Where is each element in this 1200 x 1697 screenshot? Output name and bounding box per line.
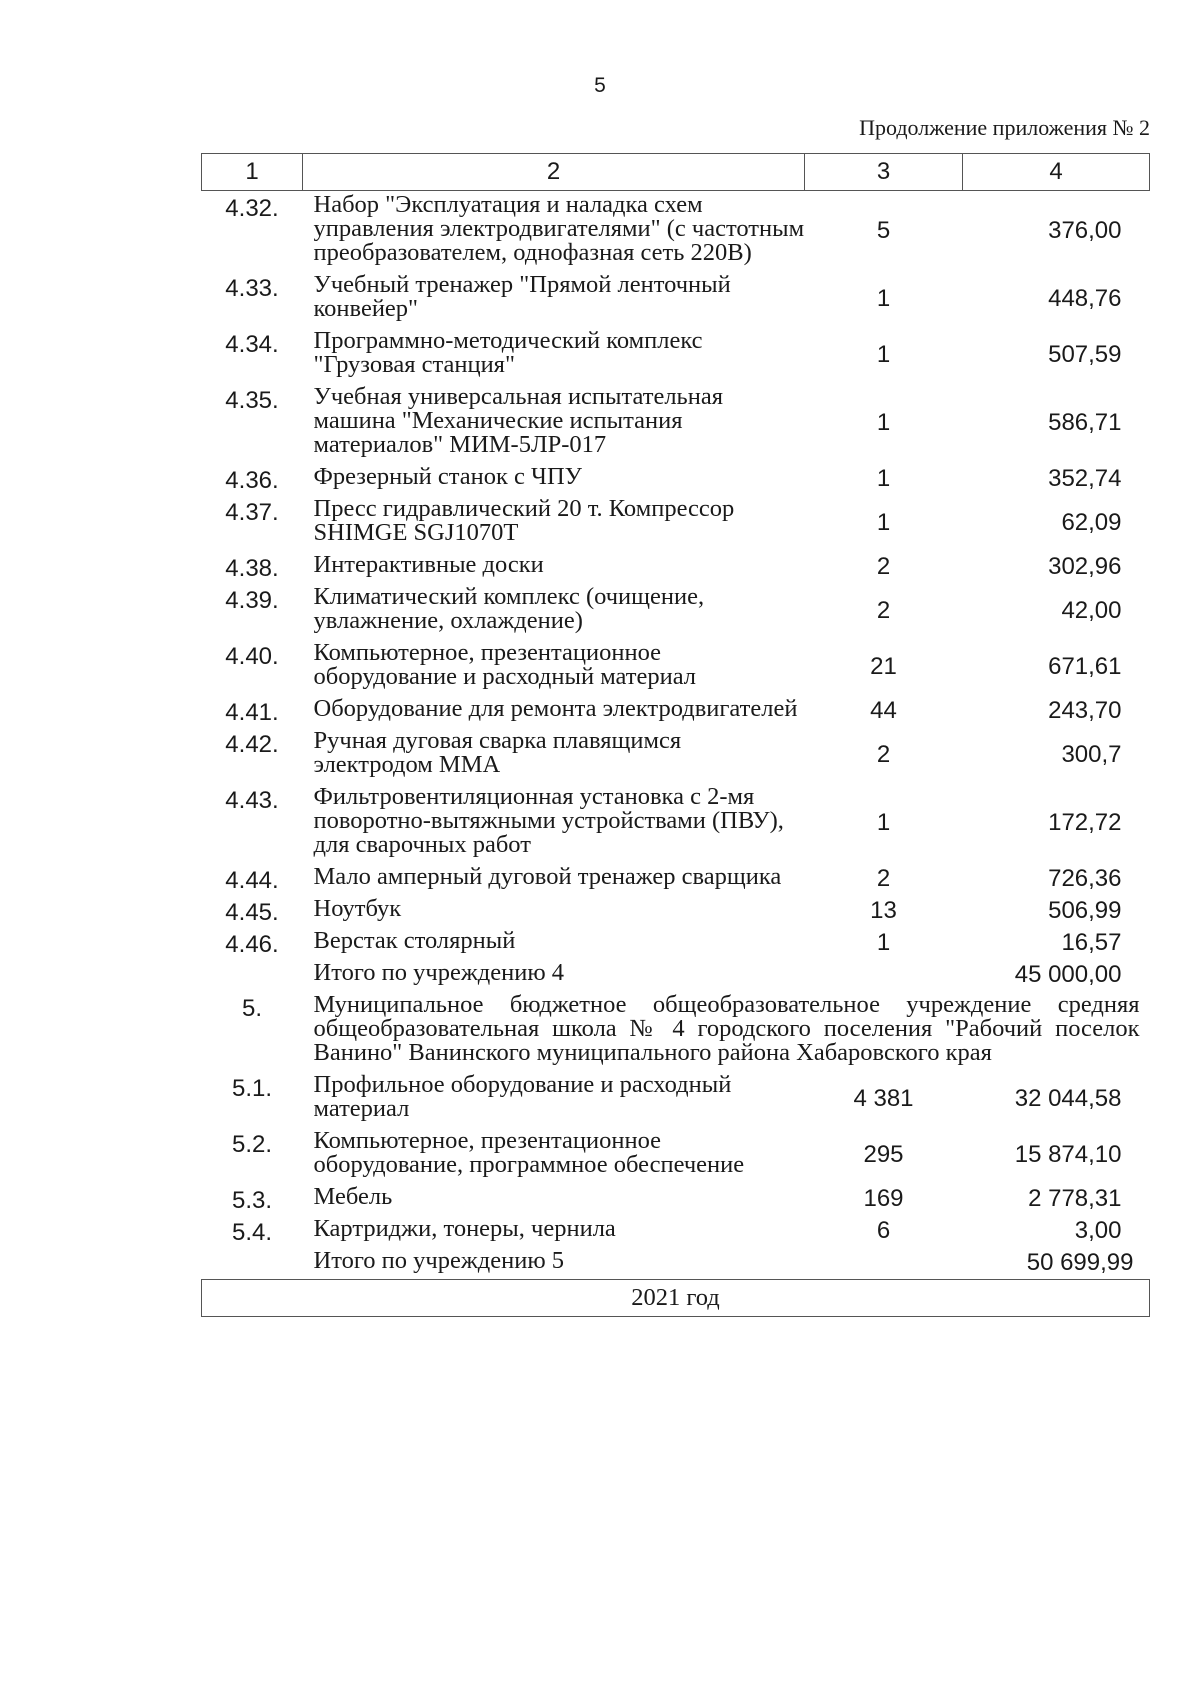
row-quantity: 1 — [876, 929, 891, 956]
row-quantity: 169 — [863, 1185, 904, 1212]
row-name: Компьютерное, презентационное оборудование, программное обеспечение — [313, 1127, 745, 1178]
row-number: 4.45. — [225, 899, 279, 926]
row-sum: 62,09 — [1061, 509, 1122, 536]
row-sum: 586,71 — [1048, 409, 1122, 436]
row-number: 4.39. — [225, 587, 279, 614]
table-row — [202, 895, 1150, 927]
row-sum: 300,7 — [1061, 741, 1122, 768]
row-quantity: 44 — [870, 697, 897, 724]
table-body-5 — [202, 1071, 1150, 1247]
row-name: Мало амперный дуговой тренажер сварщика — [313, 863, 782, 890]
table-row — [202, 271, 1150, 327]
row-name: Фильтровентиляционная установка с 2-мя поворотно-вытяжными устройствами (ПВУ), для сварочных работ — [313, 783, 784, 858]
table-row — [202, 1215, 1150, 1247]
row-number: 4.44. — [225, 867, 279, 894]
total-row-5 — [202, 1247, 1150, 1280]
row-name: Климатический комплекс (очищение, увлажнение, охлаждение) — [313, 583, 705, 634]
row-sum: 172,72 — [1048, 809, 1122, 836]
row-name: Набор "Эксплуатация и наладка схем управления электродвигателями" (с частотным преобразователем, однофазная сеть 220В) — [313, 191, 805, 266]
table-row — [202, 695, 1150, 727]
row-sum: 448,76 — [1048, 285, 1122, 312]
table-row — [202, 551, 1150, 583]
row-quantity: 1 — [876, 509, 891, 536]
row-name: Учебная универсальная испытательная машина "Механические испытания материалов" МИМ-5ЛР-017 — [313, 383, 723, 458]
year-label: 2021 год — [202, 1280, 1150, 1317]
table-row — [202, 495, 1150, 551]
total-4-label: Итого по учреждению 4 — [313, 959, 564, 986]
total-row-4 — [202, 959, 1150, 991]
header-cell-2: 2 — [303, 154, 805, 191]
row-quantity: 4 381 — [853, 1085, 914, 1112]
row-quantity: 2 — [876, 741, 891, 768]
row-sum: 671,61 — [1048, 653, 1122, 680]
row-number: 4.46. — [225, 931, 279, 958]
row-quantity: 2 — [876, 553, 891, 580]
row-number: 4.40. — [225, 643, 279, 670]
row-number: 4.38. — [225, 555, 279, 582]
table-body — [202, 191, 1150, 960]
row-sum: 376,00 — [1048, 217, 1122, 244]
header-cell-3: 3 — [805, 154, 963, 191]
row-name: Учебный тренажер "Прямой ленточный конвейер" — [313, 271, 731, 322]
row-sum: 42,00 — [1061, 597, 1122, 624]
total-4-sum: 45 000,00 — [1014, 961, 1122, 988]
row-name: Пресс гидравлический 20 т. Компрессор SHIMGE SGJ1070T — [313, 495, 735, 546]
table-row — [202, 863, 1150, 895]
table-row — [202, 463, 1150, 495]
row-number: 5.4. — [231, 1219, 273, 1246]
table-row — [202, 191, 1150, 272]
row-quantity: 21 — [870, 653, 897, 680]
total-5-label: Итого по учреждению 5 — [313, 1247, 564, 1274]
row-number: 4.35. — [225, 387, 279, 414]
row-name: Верстак столярный — [313, 927, 516, 954]
year-row — [202, 1280, 1150, 1317]
row-name: Профильное оборудование и расходный материал — [313, 1071, 732, 1122]
row-quantity: 1 — [876, 809, 891, 836]
row-quantity: 2 — [876, 597, 891, 624]
row-quantity: 2 — [876, 865, 891, 892]
row-name: Мебель — [313, 1183, 393, 1210]
table-row — [202, 783, 1150, 863]
row-sum: 243,70 — [1048, 697, 1122, 724]
table-row — [202, 1071, 1150, 1127]
total-4-num — [202, 959, 303, 991]
row-sum: 15 874,10 — [1014, 1141, 1122, 1168]
row-number: 4.34. — [225, 331, 279, 358]
row-name: Ноутбук — [313, 895, 402, 922]
row-number: 4.37. — [225, 499, 279, 526]
row-number: 4.41. — [225, 699, 279, 726]
table-row — [202, 1183, 1150, 1215]
row-quantity: 1 — [876, 341, 891, 368]
header-cell-1: 1 — [202, 154, 303, 191]
row-sum: 726,36 — [1048, 865, 1122, 892]
header-cell-4: 4 — [963, 154, 1150, 191]
row-sum: 3,00 — [1074, 1217, 1122, 1244]
table-row — [202, 1127, 1150, 1183]
row-sum: 32 044,58 — [1014, 1085, 1122, 1112]
row-quantity: 1 — [876, 409, 891, 436]
row-number: 4.43. — [225, 787, 279, 814]
row-number: 5.2. — [231, 1131, 273, 1158]
row-sum: 506,99 — [1048, 897, 1122, 924]
row-number: 4.33. — [225, 275, 279, 302]
table-row — [202, 383, 1150, 463]
row-sum: 302,96 — [1048, 553, 1122, 580]
row-sum: 2 778,31 — [1028, 1185, 1122, 1212]
row-quantity: 1 — [876, 465, 891, 492]
continuation-label: Продолжение приложения № 2 — [859, 115, 1150, 140]
row-number: 4.42. — [225, 731, 279, 758]
header-row — [202, 154, 1150, 191]
budget-table — [201, 153, 1150, 1317]
row-number: 4.32. — [225, 195, 279, 222]
row-sum: 507,59 — [1048, 341, 1122, 368]
table-row — [202, 327, 1150, 383]
row-quantity: 13 — [870, 897, 897, 924]
row-name: Фрезерный станок с ЧПУ — [313, 463, 582, 490]
row-quantity: 1 — [876, 285, 891, 312]
row-name: Программно-методический комплекс "Грузовая станция" — [313, 327, 703, 378]
row-quantity: 6 — [876, 1217, 891, 1244]
row-name: Компьютерное, презентационное оборудование и расходный материал — [313, 639, 697, 690]
table-row — [202, 583, 1150, 639]
table-row — [202, 727, 1150, 783]
total-5-num — [202, 1247, 303, 1280]
row-number: 5.1. — [231, 1075, 273, 1102]
total-5-qty — [805, 1247, 963, 1280]
row-quantity: 295 — [863, 1141, 904, 1168]
org-5-name: Муниципальное бюджетное общеобразовательное учреждение средняя общеобразовательная школа № 4 городского поселения "Рабочий поселок Ванино" Ванинского муниципального района Хабаровского края — [313, 991, 1140, 1066]
table-row — [202, 927, 1150, 959]
row-name: Интерактивные доски — [313, 551, 544, 578]
row-name: Оборудование для ремонта электродвигателей — [313, 695, 798, 722]
row-quantity: 5 — [876, 217, 891, 244]
page-number: 5 — [594, 74, 606, 97]
total-5-sum: 50 699,99 — [1026, 1249, 1134, 1276]
total-4-qty — [805, 959, 963, 991]
row-sum: 16,57 — [1061, 929, 1122, 956]
row-sum: 352,74 — [1048, 465, 1122, 492]
org-5-row — [202, 991, 1150, 1071]
row-number: 5.3. — [231, 1187, 273, 1214]
row-number: 4.36. — [225, 467, 279, 494]
row-name: Ручная дуговая сварка плавящимся электродом ММА — [313, 727, 682, 778]
org-5-num: 5. — [241, 995, 262, 1022]
table-row — [202, 639, 1150, 695]
row-name: Картриджи, тонеры, чернила — [313, 1215, 616, 1242]
